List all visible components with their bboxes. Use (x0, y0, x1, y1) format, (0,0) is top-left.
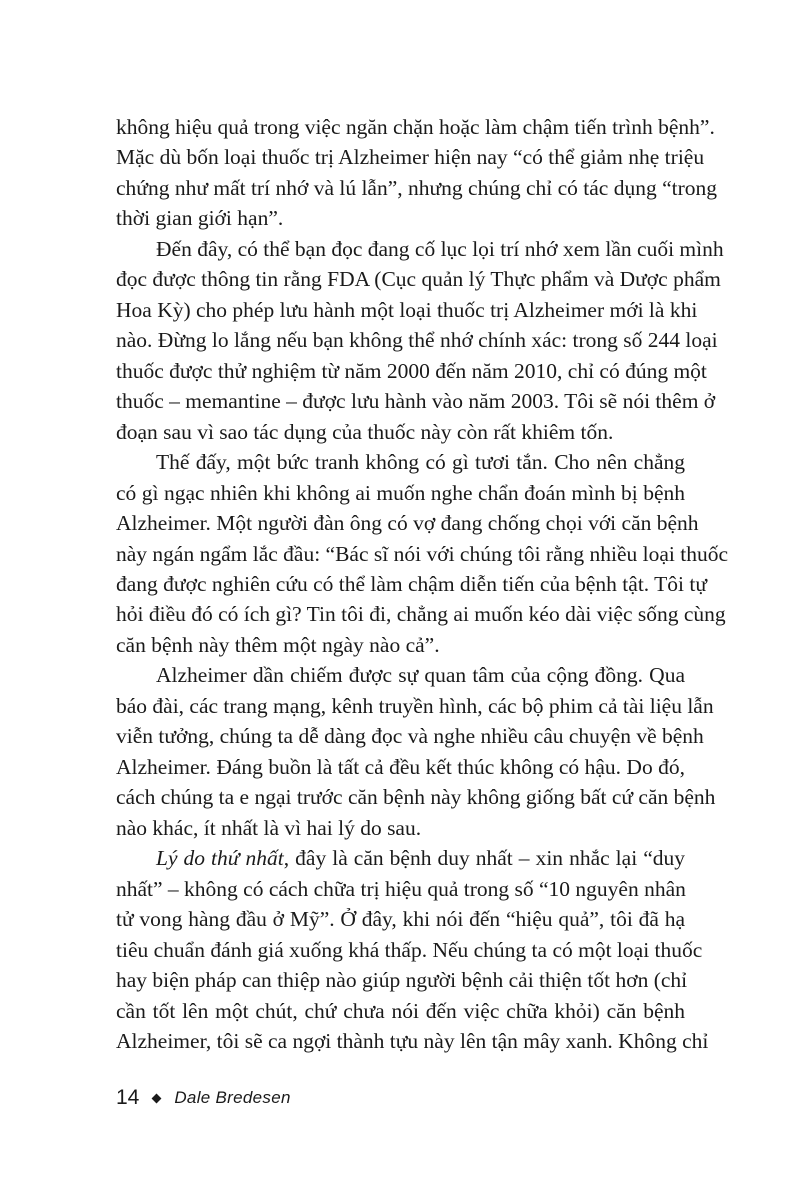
text-line: hỏi điều đó có ích gì? Tin tôi đi, chẳng ai muốn kéo dài việc sống cùng (116, 602, 726, 626)
text-line: báo đài, các trang mạng, kênh truyền hình, các bộ phim cả tài liệu lẫn (116, 694, 714, 718)
text-line: Thế đấy, một bức tranh không có gì tươi tắn. Cho nên chẳng (156, 450, 685, 474)
text-line: cách chúng ta e ngại trước căn bệnh này không giống bất cứ căn bệnh (116, 785, 716, 809)
text-line: tử vong hàng đầu ở Mỹ”. Ở đây, khi nói đến “hiệu quả”, tôi đã hạ (116, 907, 685, 931)
text-line: Alzheimer. Một người đàn ông có vợ đang chống chọi với căn bệnh (116, 511, 699, 535)
diamond-bullet-icon (152, 1093, 162, 1103)
text-line: tiêu chuẩn đánh giá xuống khá thấp. Nếu chúng ta có một loại thuốc (116, 938, 703, 962)
text-line: viễn tưởng, chúng ta dễ dàng đọc và nghe nhiều câu chuyện về bệnh (116, 724, 704, 748)
page-footer (116, 1083, 291, 1113)
page-number: 14 (116, 1086, 140, 1109)
text-line: cần tốt lên một chút, chứ chưa nói đến việc chữa khỏi) căn bệnh (116, 999, 685, 1023)
text-line: nào khác, ít nhất là vì hai lý do sau. (116, 816, 422, 840)
text-line: đoạn sau vì sao tác dụng của thuốc này còn rất khiêm tốn. (116, 420, 614, 444)
text-line: căn bệnh này thêm một ngày nào cả”. (116, 633, 440, 657)
text-line: Alzheimer dần chiếm được sự quan tâm của cộng đồng. Qua (156, 663, 685, 687)
text-line: hay biện pháp can thiệp nào giúp người bệnh cải thiện tốt hơn (chỉ (116, 968, 688, 992)
text-line: thuốc – memantine – được lưu hành vào năm 2003. Tôi sẽ nói thêm ở (116, 389, 716, 413)
text-line: đang được nghiên cứu có thể làm chậm diễn tiến của bệnh tật. Tôi tự (116, 572, 708, 596)
text-line: thuốc được thử nghiệm từ năm 2000 đến năm 2010, chỉ có đúng một (116, 359, 707, 383)
text-line: đọc được thông tin rằng FDA (Cục quản lý Thực phẩm và Dược phẩm (116, 267, 721, 291)
text-line: Mặc dù bốn loại thuốc trị Alzheimer hiện nay “có thể giảm nhẹ triệu (116, 145, 705, 169)
text-line (156, 843, 685, 873)
text-line: thời gian giới hạn”. (116, 206, 284, 230)
text-line: Đến đây, có thể bạn đọc đang cố lục lọi trí nhớ xem lần cuối mình (156, 237, 724, 261)
text-line: chứng như mất trí nhớ và lú lẫn”, nhưng chúng chỉ có tác dụng “trong (116, 176, 718, 200)
text-line: Hoa Kỳ) cho phép lưu hành một loại thuốc trị Alzheimer mới là khi (116, 298, 698, 322)
text-line: có gì ngạc nhiên khi không ai muốn nghe chẩn đoán mình bị bệnh (116, 481, 685, 505)
text-line: không hiệu quả trong việc ngăn chặn hoặc làm chậm tiến trình bệnh”. (116, 115, 715, 139)
text-line: Alzheimer, tôi sẽ ca ngợi thành tựu này lên tận mây xanh. Không chỉ (116, 1029, 709, 1053)
line-rest: , đây là căn bệnh duy nhất – xin nhắc lại “duy (283, 846, 685, 870)
text-line: nhất” – không có cách chữa trị hiệu quả trong số “10 nguyên nhân (116, 877, 686, 901)
text-line: nào. Đừng lo lắng nếu bạn không thể nhớ chính xác: trong số 244 loại (116, 328, 718, 352)
author-name: Dale Bredesen (174, 1088, 291, 1107)
text-line: này ngán ngẩm lắc đầu: “Bác sĩ nói với chúng tôi rằng nhiều loại thuốc (116, 542, 729, 566)
italic-lead: Lý do thứ nhất (156, 846, 284, 870)
text-line: Alzheimer. Đáng buồn là tất cả đều kết thúc không có hậu. Do đó, (116, 755, 685, 779)
